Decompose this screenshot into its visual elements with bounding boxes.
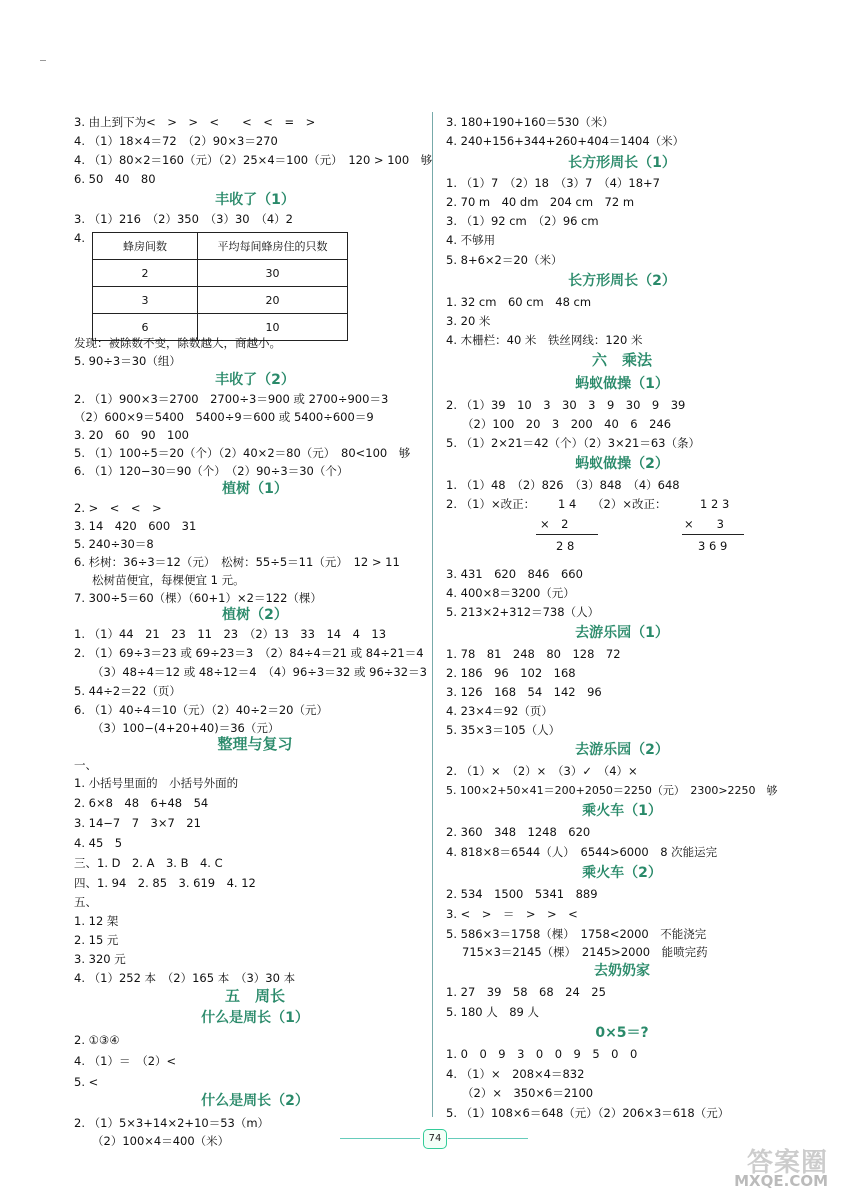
answer-line: （3）48÷4＝12 或 48÷12＝4 （4）96÷3＝32 或 96÷32＝3 — [92, 665, 427, 679]
answer-line: 7. 300÷5＝60（棵）（60+1）×2＝122（棵） — [74, 591, 322, 605]
answer-line: 5. （1）108×6＝648（元）（2）206×3＝618（元） — [446, 1106, 730, 1120]
answer-line: 5. 213×2+312＝738（人） — [446, 605, 600, 619]
answer-line: 4. 400×8＝3200（元） — [446, 586, 575, 600]
answer-line: 4. （1）＝ （2）< — [74, 1054, 177, 1068]
answer-line: 2. 186 96 102 168 — [446, 666, 576, 680]
answer-line: 4. （1）80×2＝160（元）（2）25×4＝100（元） 120 > 100 够 — [74, 153, 433, 167]
answer-line: 1. 12 架 — [74, 914, 119, 928]
answer-line: 2. ①③④ — [74, 1033, 120, 1047]
section-heading: 乘火车（1） — [582, 803, 662, 819]
answer-line: 2. > < < > — [74, 501, 162, 515]
table-cell: 6 — [93, 314, 198, 341]
answer-line: 5. 240÷30＝8 — [74, 537, 154, 551]
section-heading: 什么是周长（2） — [201, 1093, 309, 1109]
answer-line: 3. 14 420 600 31 — [74, 519, 197, 533]
answer-line: 5. 90÷3＝30（组） — [74, 354, 181, 368]
calc-multiplier: × 3 — [684, 517, 724, 531]
answer-line: （2）600×9＝5400 5400÷9＝600 或 5400÷600＝9 — [74, 410, 374, 424]
answer-line: 4. （1）× 208×4＝832 — [446, 1067, 585, 1081]
answer-line: 3. 320 元 — [74, 952, 126, 966]
answer-line: 5. （1）100÷5＝20（个）（2）40×2＝80（元） 80<100 够 — [74, 446, 411, 460]
answer-line: 5. < — [74, 1075, 99, 1089]
answer-line: 五、 — [74, 895, 97, 909]
answer-line: 4. 不够用 — [446, 233, 496, 247]
watermark-logo: 答案圈 — [746, 1148, 828, 1178]
answer-line: 1. 32 cm 60 cm 48 cm — [446, 295, 592, 309]
section-heading: 去游乐园（1） — [575, 625, 669, 641]
answer-line: 1. 27 39 58 68 24 25 — [446, 985, 606, 999]
answer-line: 4. — [74, 231, 85, 245]
footer-ornament-right — [448, 1138, 528, 1139]
answer-line: 2. （1）69÷3＝23 或 69÷23＝3 （2）84÷4＝21 或 84÷21＝4 — [74, 646, 424, 660]
calc-top: 1 2 3 — [700, 497, 730, 511]
answer-line: 4. 45 5 — [74, 836, 123, 850]
answer-line: 一、 — [74, 758, 97, 772]
watermark-url: MXQE.COM — [734, 1172, 828, 1190]
answer-line: （2）100×4＝400（米） — [92, 1134, 230, 1148]
answer-line: 4. 818×8＝6544（人） 6544>6000 8 次能运完 — [446, 845, 718, 859]
table-cell: 2 — [93, 260, 198, 287]
calc-rule — [682, 534, 744, 535]
calc-multiplier: × 2 — [540, 517, 569, 531]
answer-line: 1. 0 0 9 3 0 0 9 5 0 0 — [446, 1047, 638, 1061]
answer-line: 3. （1）216 （2）350 （3）30 （4）2 — [74, 212, 293, 226]
answer-line: （2）×改正： — [592, 497, 667, 511]
answer-line: 5. 100×2+50×41＝200+2050＝2250（元） 2300>2250 够 — [446, 784, 778, 797]
calc-rule — [536, 534, 598, 535]
answer-line: 2. 534 1500 5341 889 — [446, 887, 598, 901]
answer-line: 1. （1）7 （2）18 （3）7 （4）18+7 — [446, 176, 660, 190]
answer-line: 发现：被除数不变，除数越大，商越小。 — [74, 336, 281, 350]
answer-line: 5. 44÷2＝22（页） — [74, 684, 181, 698]
answer-line: 2. （1）39 10 3 30 3 9 30 9 39 — [446, 398, 686, 412]
answer-line: 3. < > ＝ > > < — [446, 907, 578, 921]
answer-line: 2. （1）×改正： — [446, 497, 536, 511]
answer-line: 3. 14−7 7 3×7 21 — [74, 816, 201, 830]
answer-line: 4. 木栅栏：40 米 铁丝网线：120 米 — [446, 333, 643, 347]
footer-ornament-left — [340, 1138, 420, 1139]
answer-line: 3. 由上到下为< > > < < < = > — [74, 115, 316, 129]
section-heading: 植树（2） — [222, 607, 288, 623]
section-heading: 五 周长 — [224, 987, 286, 1005]
answer-line: 4. （1）252 本 （2）165 本 （3）30 本 — [74, 971, 296, 985]
calc-result: 3 6 9 — [698, 539, 728, 553]
table-cell: 10 — [198, 314, 348, 341]
answer-line: 3. 20 60 90 100 — [74, 428, 189, 442]
table-cell: 30 — [198, 260, 348, 287]
answer-line: 2. 15 元 — [74, 933, 119, 947]
calc-top: 1 4 — [558, 497, 577, 511]
section-heading: 0×5＝? — [595, 1025, 649, 1041]
section-heading: 去游乐园（2） — [575, 742, 669, 758]
answer-line: 三、1. D 2. A 3. B 4. C — [74, 856, 223, 870]
section-heading: 蚂蚁做操（1） — [575, 376, 669, 392]
answer-line: 1. 78 81 248 80 128 72 — [446, 647, 621, 661]
answer-line: 5. （1）2×21＝42（个）（2）3×21＝63（条） — [446, 436, 700, 450]
section-heading: 什么是周长（1） — [201, 1010, 309, 1026]
section-heading: 长方形周长（2） — [568, 273, 676, 289]
answer-line: （2）100 20 3 200 40 6 246 — [462, 417, 672, 431]
table-header: 蜂房间数 — [93, 233, 198, 260]
answer-line: （3）100−(4+20+40)＝36（元） — [92, 721, 280, 735]
calc-result: 2 8 — [556, 539, 575, 553]
section-heading: 丰收了（1） — [215, 192, 295, 208]
answer-line: 2. 360 348 1248 620 — [446, 825, 591, 839]
section-heading: 植树（1） — [222, 481, 288, 497]
answer-line: 2. （1）900×3＝2700 2700÷3＝900 或 2700÷900＝3 — [74, 392, 389, 406]
answer-line: 1. （1）48 （2）826 （3）848 （4）648 — [446, 478, 680, 492]
answer-line: 5. 586×3＝1758（棵） 1758<2000 不能浇完 — [446, 927, 707, 941]
answer-line: 4. （1）18×4＝72 （2）90×3＝270 — [74, 134, 278, 148]
answer-line: （2）× 350×6＝2100 — [462, 1086, 594, 1100]
column-divider — [432, 112, 433, 1117]
answer-line: 5. 180 人 89 人 — [446, 1005, 540, 1019]
answer-line: 6. （1）120−30＝90（个） （2）90÷3＝30（个） — [74, 464, 349, 478]
answer-line: 5. 35×3＝105（人） — [446, 723, 561, 737]
answer-line: 6. 杉树：36÷3＝12（元） 松树：55÷5＝11（元） 12 > 11 — [74, 555, 400, 569]
section-heading: 丰收了（2） — [215, 372, 295, 388]
section-heading: 蚂蚁做操（2） — [575, 456, 669, 472]
section-heading: 长方形周长（1） — [568, 155, 676, 171]
section-heading: 整理与复习 — [217, 735, 293, 753]
answer-line: 2. 70 m 40 dm 204 cm 72 m — [446, 195, 635, 209]
answer-line: 2. （1）5×3+14×2+10＝53（m） — [74, 1116, 270, 1130]
answer-line: 4. 23×4＝92（页） — [446, 704, 553, 718]
corner-mark — [40, 60, 46, 61]
section-heading: 六 乘法 — [591, 351, 653, 369]
answer-line: 1. （1）44 21 23 11 23 （2）13 33 14 4 13 — [74, 627, 387, 641]
bee-table — [92, 232, 348, 341]
answer-line: 6. 50 40 80 — [74, 172, 156, 186]
table-cell: 3 — [93, 287, 198, 314]
answer-line: 3. （1）92 cm （2）96 cm — [446, 214, 599, 228]
table-cell: 20 — [198, 287, 348, 314]
answer-line: 3. 20 米 — [446, 314, 491, 328]
answer-line: 四、1. 94 2. 85 3. 619 4. 12 — [74, 876, 256, 890]
answer-line: 3. 431 620 846 660 — [446, 567, 583, 581]
answer-line: 715×3＝2145（棵） 2145>2000 能喷完药 — [462, 945, 708, 959]
section-heading: 乘火车（2） — [582, 865, 662, 881]
section-heading: 去奶奶家 — [594, 963, 650, 979]
answer-line: 3. 180+190+160＝530（米） — [446, 115, 614, 129]
answer-line: 6. （1）40÷4＝10（元）（2）40÷2＝20（元） — [74, 703, 328, 717]
answer-line: 3. 126 168 54 142 96 — [446, 685, 602, 699]
table-header: 平均每间蜂房住的只数 — [198, 233, 348, 260]
answer-line: 1. 小括号里面的 小括号外面的 — [74, 776, 239, 790]
page-number: 74 — [423, 1129, 447, 1149]
answer-line: 2. （1）× （2）× （3）✓ （4）× — [446, 764, 638, 778]
answer-line: 2. 6×8 48 6+48 54 — [74, 796, 209, 810]
answer-line: 松树苗便宜，每棵便宜 1 元。 — [92, 573, 245, 587]
answer-line: 5. 8+6×2＝20（米） — [446, 253, 563, 267]
answer-line: 4. 240+156+344+260+404＝1404（米） — [446, 134, 685, 148]
